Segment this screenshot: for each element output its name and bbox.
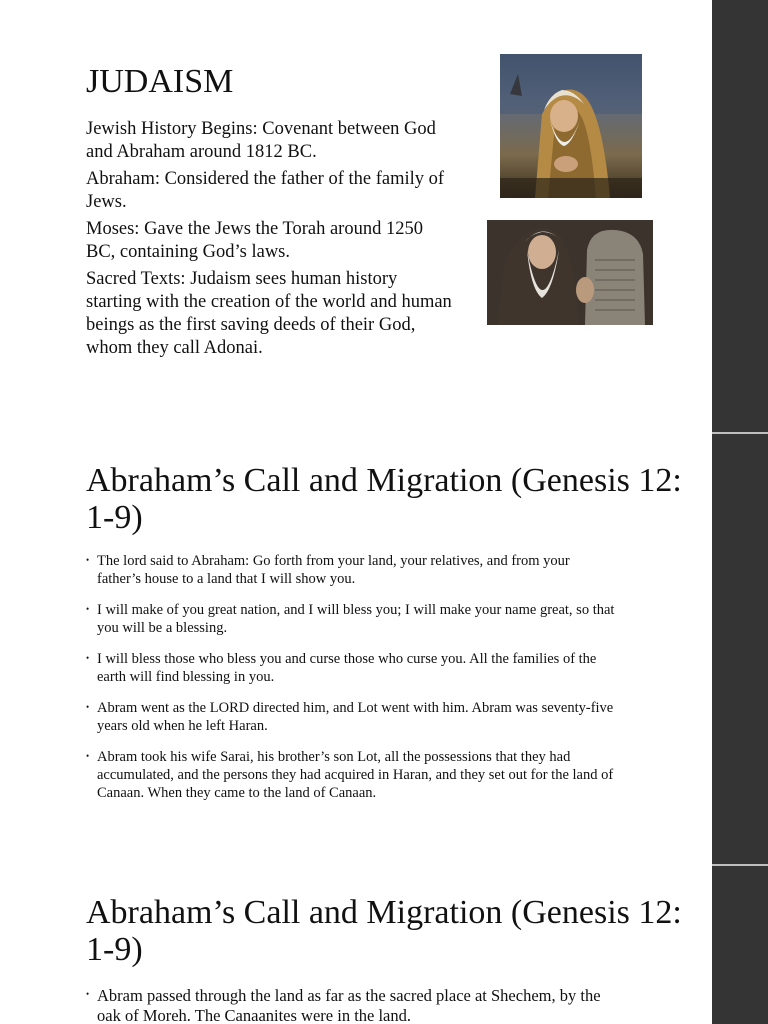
bullet-icon: •	[86, 653, 90, 663]
paragraph-history: Jewish History Begins: Covenant between God and Abraham around 1812 BC.	[86, 119, 436, 162]
slide-divider	[712, 864, 768, 866]
slide-divider	[712, 432, 768, 434]
moses-figure-illustration	[487, 220, 653, 325]
list-item: • I will bless those who bless you and curse those who curse you. All the families of the earth will find blessing in you.	[86, 651, 597, 685]
slide-title: JUDAISM	[86, 63, 234, 100]
paragraph-moses: Moses: Gave the Jews the Torah around 1250 BC, containing God’s laws.	[86, 219, 423, 262]
list-item: • Abram passed through the land as far as the sacred place at Shechem, by the oak of Moreh. The Canaanites were in the land.	[86, 986, 601, 1024]
list-item: • Abram went as the LORD directed him, and Lot went with him. Abram was seventy-five years old when he left Haran.	[86, 700, 614, 734]
bullet-icon: •	[86, 702, 90, 712]
list-item: • The lord said to Abraham: Go forth from your land, your relatives, and from your father’s house to a land that I will show you.	[86, 553, 570, 587]
bullet-list	[86, 986, 616, 1024]
scrollbar-track[interactable]	[712, 0, 768, 1024]
bullet-list	[86, 552, 616, 815]
bullet-icon: •	[86, 604, 90, 614]
slide-abrahams-call	[0, 434, 712, 864]
abraham-figure-illustration	[500, 54, 642, 198]
slide-judaism	[0, 0, 712, 432]
list-item: • Abram took his wife Sarai, his brother’s son Lot, all the possessions that they had accumulated, and the persons they had acquired in Haran, and they set out for the land of Canaan. When they came to the land of Canaan.	[86, 749, 614, 801]
paragraph-sacred-texts: Sacred Texts: Judaism sees human history starting with the creation of the world and human beings as the first saving deeds of their God, whom they call Adonai.	[86, 269, 452, 358]
bullet-icon: •	[86, 751, 90, 761]
slide-abrahams-call-continued	[0, 866, 712, 1024]
bullet-icon: •	[86, 555, 90, 565]
paragraph-abraham: Abraham: Considered the father of the family of Jews.	[86, 169, 445, 212]
list-item: • I will make of you great nation, and I will bless you; I will make your name great, so that you will be a blessing.	[86, 602, 615, 636]
slide-title: Abraham’s Call and Migration (Genesis 12: 1-9)	[86, 462, 682, 536]
moses-tablets-painting	[487, 220, 653, 325]
intro-text	[86, 118, 456, 364]
slide-title: Abraham’s Call and Migration (Genesis 12: 1-9)	[86, 894, 682, 968]
bullet-icon: •	[86, 989, 90, 999]
abraham-painting	[500, 54, 642, 198]
